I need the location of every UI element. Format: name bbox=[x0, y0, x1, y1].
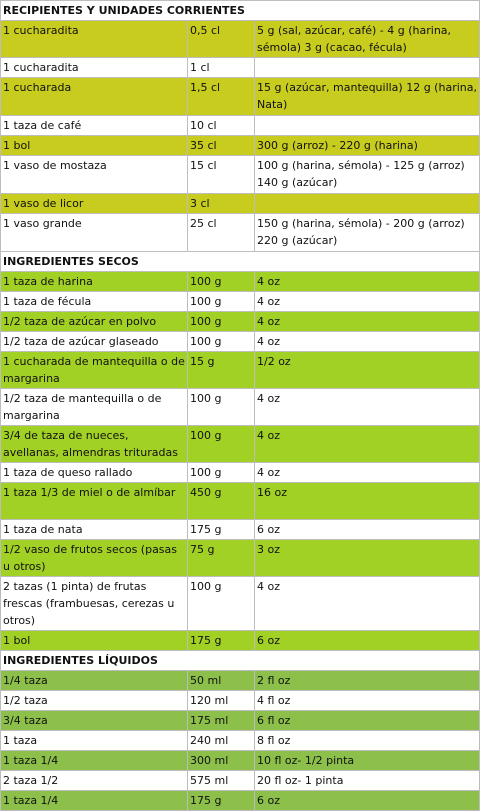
equivalence-cell: 1/2 oz bbox=[255, 352, 480, 389]
item-cell: 1/2 taza de mantequilla o de margarina bbox=[1, 389, 188, 426]
measure-cell: 240 ml bbox=[188, 731, 255, 751]
measure-cell: 3 cl bbox=[188, 194, 255, 214]
item-cell: 1 taza de café bbox=[1, 116, 188, 136]
table-row bbox=[1, 691, 480, 711]
equivalence-cell: 2 fl oz bbox=[255, 671, 480, 691]
table-row bbox=[1, 577, 480, 631]
measure-cell: 100 g bbox=[188, 312, 255, 332]
item-cell: 1 taza de nata bbox=[1, 520, 188, 540]
measure-cell: 100 g bbox=[188, 426, 255, 463]
equivalence-cell: 16 oz bbox=[255, 483, 480, 520]
table-row bbox=[1, 540, 480, 577]
item-cell: 3/4 taza bbox=[1, 711, 188, 731]
measure-cell: 100 g bbox=[188, 332, 255, 352]
table-row bbox=[1, 352, 480, 389]
table-row bbox=[1, 194, 480, 214]
section-title: INGREDIENTES SECOS bbox=[1, 252, 480, 272]
measure-cell: 450 g bbox=[188, 483, 255, 520]
equivalence-cell: 20 fl oz- 1 pinta bbox=[255, 771, 480, 791]
table-row bbox=[1, 136, 480, 156]
item-cell: 1/4 taza bbox=[1, 671, 188, 691]
equivalence-cell: 6 fl oz bbox=[255, 711, 480, 731]
item-cell: 1 cucharada bbox=[1, 78, 188, 116]
item-cell: 1/2 vaso de frutos secos (pasas u otros) bbox=[1, 540, 188, 577]
section-header-liquid bbox=[1, 651, 480, 671]
table-row bbox=[1, 771, 480, 791]
measure-cell: 1 cl bbox=[188, 58, 255, 78]
item-cell: 1 taza de fécula bbox=[1, 292, 188, 312]
table-row bbox=[1, 483, 480, 520]
measure-cell: 175 ml bbox=[188, 711, 255, 731]
equivalence-cell: 6 oz bbox=[255, 791, 480, 811]
table-row bbox=[1, 520, 480, 540]
item-cell: 1 taza 1/4 bbox=[1, 791, 188, 811]
equivalence-cell: 4 oz bbox=[255, 332, 480, 352]
measure-cell: 10 cl bbox=[188, 116, 255, 136]
section-header-containers bbox=[1, 1, 480, 21]
measure-cell: 300 ml bbox=[188, 751, 255, 771]
item-cell: 1 taza 1/4 bbox=[1, 751, 188, 771]
measure-cell: 50 ml bbox=[188, 671, 255, 691]
equivalence-cell: 3 oz bbox=[255, 540, 480, 577]
item-cell: 1 taza de harina bbox=[1, 272, 188, 292]
measure-cell: 100 g bbox=[188, 577, 255, 631]
item-cell: 1/2 taza bbox=[1, 691, 188, 711]
measure-cell: 0,5 cl bbox=[188, 21, 255, 58]
item-cell: 1 taza 1/3 de miel o de almíbar bbox=[1, 483, 188, 520]
measure-cell: 25 cl bbox=[188, 214, 255, 252]
item-cell: 1 vaso de licor bbox=[1, 194, 188, 214]
equivalence-cell bbox=[255, 116, 480, 136]
table-row bbox=[1, 751, 480, 771]
table-row bbox=[1, 292, 480, 312]
equivalence-cell: 15 g (azúcar, mantequilla) 12 g (harina, Nata) bbox=[255, 78, 480, 116]
measure-cell: 15 cl bbox=[188, 156, 255, 194]
item-cell: 1/2 taza de azúcar en polvo bbox=[1, 312, 188, 332]
item-cell: 1 taza de queso rallado bbox=[1, 463, 188, 483]
table-row bbox=[1, 21, 480, 58]
table-row bbox=[1, 791, 480, 811]
item-cell: 1 vaso de mostaza bbox=[1, 156, 188, 194]
measure-cell: 100 g bbox=[188, 272, 255, 292]
table-row bbox=[1, 671, 480, 691]
item-cell: 1 cucharadita bbox=[1, 21, 188, 58]
equivalence-cell: 300 g (arroz) - 220 g (harina) bbox=[255, 136, 480, 156]
measure-cell: 1,5 cl bbox=[188, 78, 255, 116]
table-row bbox=[1, 58, 480, 78]
measure-cell: 100 g bbox=[188, 292, 255, 312]
equivalence-cell: 6 oz bbox=[255, 520, 480, 540]
table-row bbox=[1, 711, 480, 731]
item-cell: 1/2 taza de azúcar glaseado bbox=[1, 332, 188, 352]
equivalence-cell: 4 oz bbox=[255, 426, 480, 463]
item-cell: 1 bol bbox=[1, 631, 188, 651]
table-row bbox=[1, 389, 480, 426]
table-row bbox=[1, 78, 480, 116]
item-cell: 2 tazas (1 pinta) de frutas frescas (frambuesas, cerezas u otros) bbox=[1, 577, 188, 631]
equivalence-cell bbox=[255, 194, 480, 214]
table-row bbox=[1, 631, 480, 651]
equivalence-cell: 6 oz bbox=[255, 631, 480, 651]
table-row bbox=[1, 156, 480, 194]
measure-cell: 120 ml bbox=[188, 691, 255, 711]
item-cell: 3/4 de taza de nueces, avellanas, almendras trituradas bbox=[1, 426, 188, 463]
equivalence-cell: 150 g (harina, sémola) - 200 g (arroz) 220 g (azúcar) bbox=[255, 214, 480, 252]
measure-cell: 100 g bbox=[188, 463, 255, 483]
item-cell: 1 cucharadita bbox=[1, 58, 188, 78]
item-cell: 1 cucharada de mantequilla o de margarina bbox=[1, 352, 188, 389]
measure-cell: 75 g bbox=[188, 540, 255, 577]
table-row bbox=[1, 332, 480, 352]
section-title: INGREDIENTES LÍQUIDOS bbox=[1, 651, 480, 671]
section-header-dry bbox=[1, 252, 480, 272]
table-row bbox=[1, 312, 480, 332]
item-cell: 1 vaso grande bbox=[1, 214, 188, 252]
equivalence-cell: 4 oz bbox=[255, 389, 480, 426]
table-row bbox=[1, 731, 480, 751]
section-title: RECIPIENTES Y UNIDADES CORRIENTES bbox=[1, 1, 480, 21]
item-cell: 1 bol bbox=[1, 136, 188, 156]
table-row bbox=[1, 463, 480, 483]
equivalence-cell: 4 oz bbox=[255, 577, 480, 631]
table-row bbox=[1, 116, 480, 136]
measure-cell: 100 g bbox=[188, 389, 255, 426]
equivalence-cell bbox=[255, 58, 480, 78]
equivalence-cell: 4 fl oz bbox=[255, 691, 480, 711]
equivalence-cell: 100 g (harina, sémola) - 125 g (arroz) 140 g (azúcar) bbox=[255, 156, 480, 194]
measure-cell: 35 cl bbox=[188, 136, 255, 156]
equivalence-cell: 4 oz bbox=[255, 463, 480, 483]
equivalence-cell: 4 oz bbox=[255, 312, 480, 332]
measure-cell: 175 g bbox=[188, 520, 255, 540]
equivalence-cell: 4 oz bbox=[255, 272, 480, 292]
table-row bbox=[1, 426, 480, 463]
item-cell: 2 taza 1/2 bbox=[1, 771, 188, 791]
table-row bbox=[1, 272, 480, 292]
equivalence-cell: 10 fl oz- 1/2 pinta bbox=[255, 751, 480, 771]
measure-cell: 175 g bbox=[188, 631, 255, 651]
equivalence-cell: 4 oz bbox=[255, 292, 480, 312]
measure-cell: 575 ml bbox=[188, 771, 255, 791]
measure-cell: 175 g bbox=[188, 791, 255, 811]
item-cell: 1 taza bbox=[1, 731, 188, 751]
equivalence-cell: 5 g (sal, azúcar, café) - 4 g (harina, sémola) 3 g (cacao, fécula) bbox=[255, 21, 480, 58]
measure-cell: 15 g bbox=[188, 352, 255, 389]
table-row bbox=[1, 214, 480, 252]
equivalence-cell: 8 fl oz bbox=[255, 731, 480, 751]
